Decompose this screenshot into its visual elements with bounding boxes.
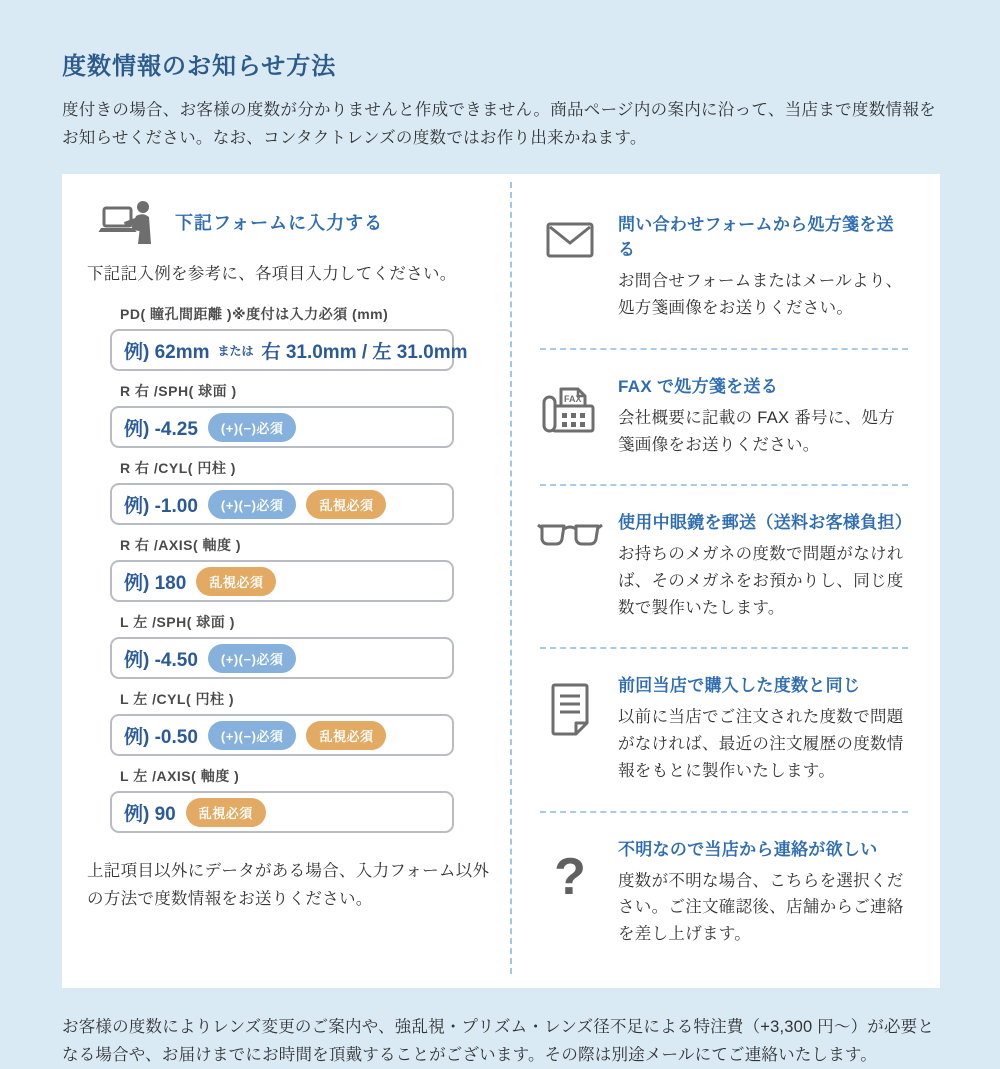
method-text: 度数が不明な場合、こちらを選択ください。ご注文確認後、店舗からご連絡を差し上げます。 <box>618 871 904 944</box>
field-label: R 右 /CYL( 円柱 ) <box>120 460 236 477</box>
presenter-icon <box>101 200 155 244</box>
plus-minus-required-badge: (+)(−)必須 <box>208 490 297 519</box>
field-example-value: 例) -4.25 <box>124 418 198 440</box>
methods-section <box>510 182 940 973</box>
field-label: L 左 /AXIS( 軸度 ) <box>120 768 240 785</box>
form-footer-note: 上記項目以外にデータがある場合、入力フォーム以外の方法で度数情報をお送りください。 <box>87 862 490 909</box>
field-example-value: 例) 90 <box>124 803 176 825</box>
field-r-cyl <box>110 458 454 525</box>
field-label: L 左 /CYL( 円柱 ) <box>120 691 235 708</box>
method-title: 不明なので当店から連絡が欲しい <box>618 839 878 859</box>
field-label: R 右 /AXIS( 軸度 ) <box>120 537 242 554</box>
method-content <box>618 372 908 458</box>
info-card <box>62 174 940 987</box>
plus-minus-required-badge: (+)(−)必須 <box>208 644 297 673</box>
method-content <box>618 210 908 321</box>
form-section-title: 下記フォームに入力する <box>175 213 384 234</box>
question-icon: ? <box>554 847 586 906</box>
field-l-cyl <box>110 689 454 756</box>
field-example-value: 例) 180 <box>124 572 187 594</box>
envelope-icon <box>540 210 600 321</box>
method-title: 前回当店で購入した度数と同じ <box>618 676 861 696</box>
field-l-sph <box>110 612 454 679</box>
field-example-box <box>110 560 454 602</box>
form-section <box>62 182 510 973</box>
field-example-box <box>110 791 454 833</box>
astigmatism-required-badge: 乱視必須 <box>306 490 386 519</box>
fax-icon <box>540 372 600 458</box>
astigmatism-required-badge: 乱視必須 <box>186 798 266 827</box>
intro-text: 度付きの場合、お客様の度数が分かりませんと作成できません。商品ページ内の案内に沿って、当店まで度数情報をお知らせください。なお、コンタクトレンズの度数ではお作り出来かねます。 <box>62 101 936 147</box>
field-example-box <box>110 406 454 448</box>
method-fax <box>540 350 908 486</box>
field-example-box <box>110 714 454 756</box>
astigmatism-required-badge: 乱視必須 <box>196 567 276 596</box>
method-text: お持ちのメガネの度数で問題がなければ、そのメガネをお預かりし、同じ度数で製作いたします。 <box>618 545 904 617</box>
method-text: 以前に当店でご注文された度数で問題がなければ、最近の注文履歴の度数情報をもとに製作いたします。 <box>618 708 904 780</box>
method-title: FAX で処方箋を送る <box>618 376 779 396</box>
method-text: 会社概要に記載の FAX 番号に、処方箋画像をお送りください。 <box>618 408 896 454</box>
bottom-note: お客様の度数によりレンズ変更のご案内や、強乱視・プリズム・レンズ径不足による特注費（+3,300 円〜）が必要となる場合や、お届けまでにお時間を頂戴することがございます。その際は別途メールにてご連絡いたします。 <box>62 1017 935 1064</box>
field-label: PD( 瞳孔間距離 )※度付は入力必須 (mm) <box>120 306 389 323</box>
method-previous-order <box>540 649 908 812</box>
page-title: 度数情報のお知らせ方法 <box>62 53 337 80</box>
method-content <box>618 508 913 621</box>
plus-minus-required-badge: (+)(−)必須 <box>208 721 297 750</box>
method-mail-glasses <box>540 486 913 649</box>
field-example-value: 例) -4.50 <box>124 649 198 671</box>
svg-text:FAX: FAX <box>564 393 582 404</box>
document-icon <box>540 671 600 784</box>
form-fields <box>110 304 468 833</box>
field-example-value: 例) -0.50 <box>124 726 198 748</box>
field-r-sph <box>110 381 454 448</box>
method-text: お問合せフォームまたはメールより、処方箋画像をお送りください。 <box>618 272 903 318</box>
field-label: L 左 /SPH( 球面 ) <box>120 614 235 631</box>
field-label: R 右 /SPH( 球面 ) <box>120 383 237 400</box>
form-instruction: 下記記入例を参考に、各項目入力してください。 <box>87 265 457 284</box>
form-header <box>101 200 510 244</box>
field-example-box <box>110 329 468 371</box>
field-example-note: または <box>217 343 254 358</box>
field-example-box <box>110 483 454 525</box>
field-example-box <box>110 637 454 679</box>
field-example-value-2: 右 31.0mm / 左 31.0mm <box>261 341 468 363</box>
method-title: 問い合わせフォームから処方箋を送る <box>618 215 894 260</box>
method-content <box>618 671 908 784</box>
plus-minus-required-badge: (+)(−)必須 <box>208 413 297 442</box>
method-content <box>618 835 908 948</box>
field-example-value: 例) -1.00 <box>124 495 198 517</box>
field-example-value: 例) 62mm <box>124 341 210 363</box>
field-l-axis <box>110 766 454 833</box>
astigmatism-required-badge: 乱視必須 <box>306 721 386 750</box>
field-r-axis <box>110 535 454 602</box>
method-title: 使用中眼鏡を郵送（送料お客様負担） <box>618 513 913 533</box>
glasses-icon <box>540 508 600 621</box>
method-unknown-contact <box>540 813 908 974</box>
field-pd <box>110 304 468 371</box>
method-contact-form <box>540 188 908 349</box>
